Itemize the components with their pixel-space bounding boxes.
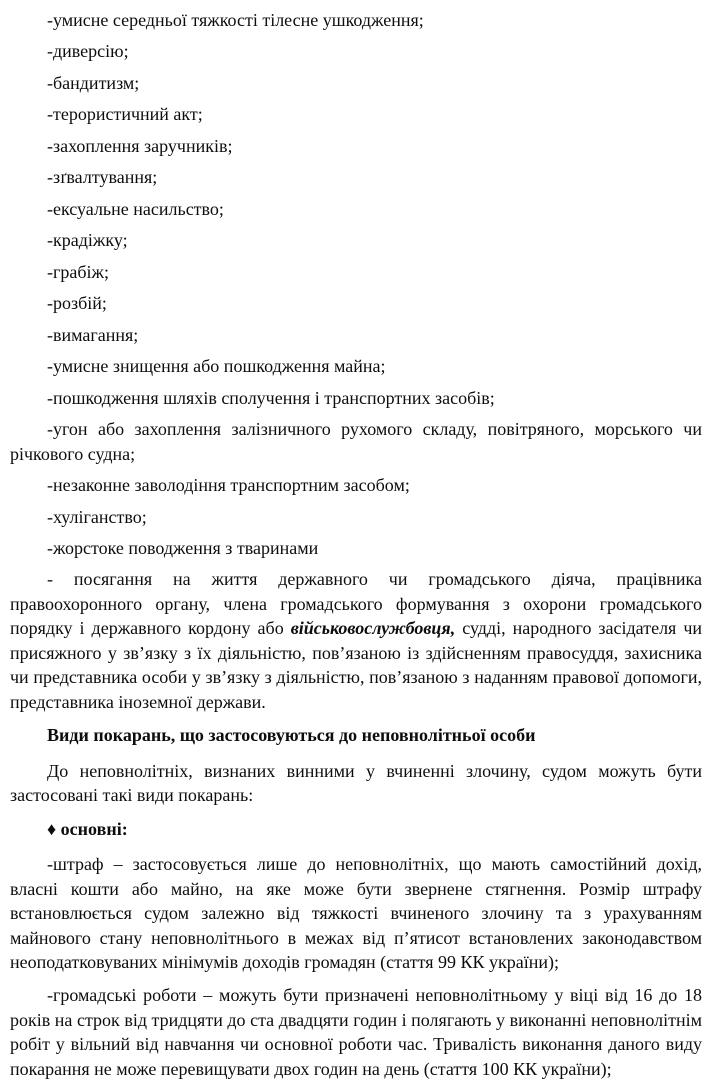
list-item: -крадіжку; <box>47 230 128 251</box>
list-item: -бандитизм; <box>47 72 140 93</box>
list-item: -жорстоке поводження з тваринами <box>47 537 319 558</box>
crimes-list <box>10 8 702 560</box>
list-item: -захоплення заручників; <box>47 135 233 156</box>
section-heading: Види покарань, що застосовуються до неповнолітньої особи <box>47 725 536 746</box>
punishments-list <box>10 852 702 1081</box>
list-item: -умисне знищення або пошкодження майна; <box>47 356 386 377</box>
intro-paragraph: До неповнолітніх, визнаних винними у вчиненні злочину, судом можуть бути застосовані такі види покарань: <box>10 760 702 806</box>
punishment-paragraph: -штраф – застосовується лише до неповнолітніх, що мають самостійний дохід, власні кошти або майно, на яке може бути звернене стягнення. Розмір штрафу встановлюється судом залежно від тяжкості вчиненого злочину та з урахуванням майнового стану неповнолітнього в межах від п’ятисот встановлених законодавством неоподатковуваних мінімумів доходів громадян (стаття 99 КК україни); <box>10 854 702 972</box>
emphasized-term: військовослужбовця, <box>290 618 456 639</box>
list-item: -вимагання; <box>47 324 139 345</box>
infringement-text-before: - посягання на життя державного чи громадського діяча, працівника правоохоронного органу, члена громадського формування з охорони громадського порядку і державного кордону або <box>10 569 702 639</box>
subheading-osnovni: ♦ основні: <box>47 818 128 839</box>
list-item: -зґвалтування; <box>47 167 158 188</box>
list-item: -грабіж; <box>47 261 109 282</box>
list-item: -хуліганство; <box>47 506 147 527</box>
list-item: -терористичний акт; <box>47 104 203 125</box>
list-item: -диверсію; <box>47 41 129 62</box>
list-item: -незаконне заволодіння транспортним засобом; <box>47 475 410 496</box>
list-item: -розбій; <box>47 293 107 314</box>
infringement-paragraph <box>10 567 702 714</box>
list-item: -угон або захоплення залізничного рухомого складу, повітряного, морського чи річкового судна; <box>10 419 702 464</box>
infringement-text-after: судді, народного засідателя чи присяжного у зв’язку з їх діяльністю, пов’язаною із здійсненням правосуддя, захисника чи представника особи у зв’язку з діяльністю, пов’язаною з наданням правової допомоги, представника іноземної держави. <box>10 618 703 712</box>
list-item: -ексуальне насильство; <box>47 198 224 219</box>
list-item: -умисне середньої тяжкості тілесне ушкодження; <box>47 10 424 30</box>
punishment-paragraph: -громадські роботи – можуть бути призначені неповнолітньому у віці від 16 до 18 років на строк від тридцяти до ста двадцяти годин і полягають у виконанні неповнолітнім робіт у вільний від навчання чи основної роботи час. Тривалість виконання даного виду покарання не може перевищувати двох годин на день (стаття 100 КК україни); <box>10 985 702 1079</box>
list-item: -пошкодження шляхів сполучення і транспортних засобів; <box>47 387 495 408</box>
